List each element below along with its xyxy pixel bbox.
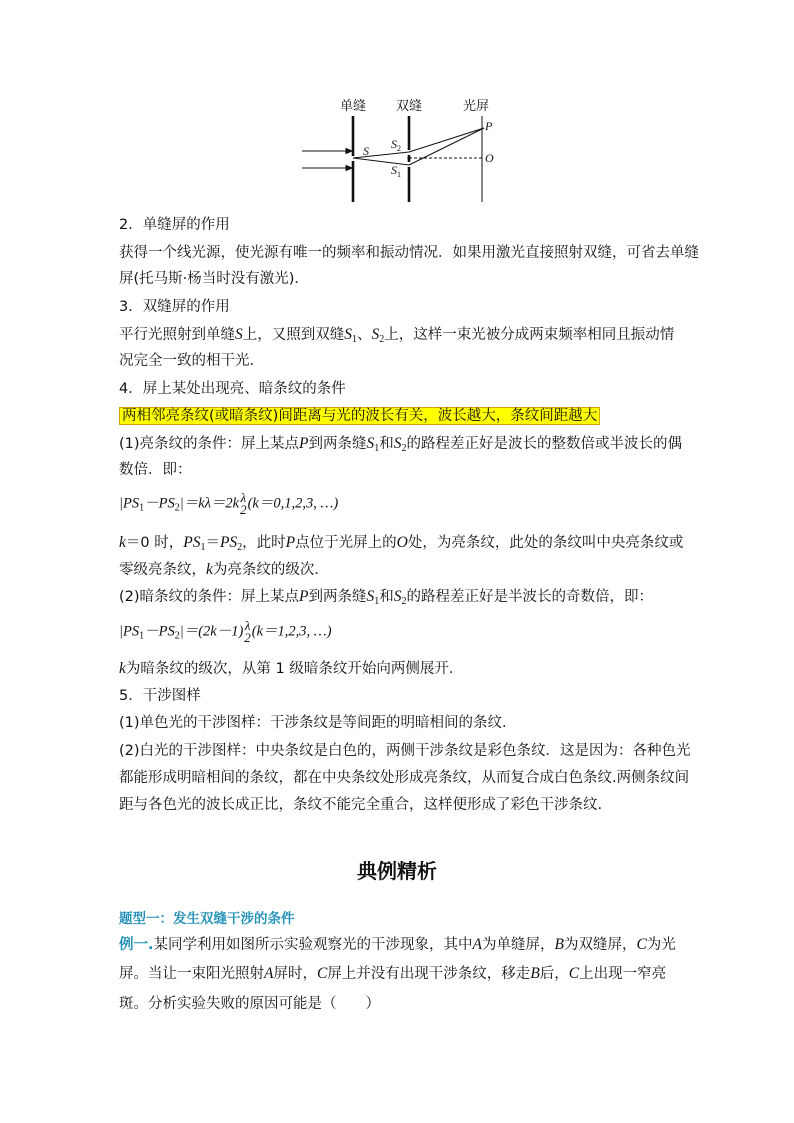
- label-single-slit: 单缝: [340, 99, 367, 114]
- section-3-line-2: 况完全一致的相干光．: [119, 353, 264, 369]
- section-3-heading: 3．双缝屏的作用: [119, 299, 230, 315]
- example-label: 例一.: [119, 937, 154, 953]
- section-2-line-1: 获得一个线光源，使光源有唯一的频率和振动情况．如果用激光直接照射双缝，可省去单缝: [119, 245, 699, 261]
- dark-fringe-formula: $|PS_1-PS_2|=(2k-1)$ λ 2 (k＝1,2,3, …): [119, 618, 332, 645]
- lambda-over-two: λ 2: [240, 490, 247, 517]
- incident-arrowhead-upper: [346, 149, 352, 154]
- ray-s1-to-p: [409, 128, 484, 165]
- example-line-2: 屏。当让一束阳光照射A屏时，C屏上并没有出现干涉条纹，移走B后，C上出现一窄亮: [119, 965, 667, 982]
- question-type-heading: 题型一：发生双缝干涉的条件: [119, 911, 295, 927]
- label-screen: 光屏: [463, 99, 490, 114]
- white-light-line-1: (2)白光的干涉图样：中央条纹是白色的，两侧干涉条纹是彩色条纹．这是因为：各种色光: [119, 743, 691, 759]
- label-s: S: [363, 144, 369, 158]
- section-4-highlight-line: [119, 405, 679, 427]
- highlighted-key-point: 两相邻亮条纹(或暗条纹)间距离与光的波长有关，波长越大，条纹间距越大: [119, 407, 600, 425]
- example-line-1: 例一.某同学利用如图所示实验观察光的干涉现象，其中A为单缝屏，B为双缝屏，C为光: [119, 936, 676, 953]
- incident-arrowhead-lower: [346, 166, 352, 171]
- examples-title: 典例精析: [357, 859, 437, 883]
- bright-fringe-line-2: 数倍．即：: [119, 462, 192, 478]
- k-zero-line-1: k＝0 时，$PS_1=PS_2$，此时P点位于光屏上的O处，为亮条纹，此处的条纹叫中央亮条纹或: [119, 534, 684, 553]
- dark-fringe-line-1: (2)暗条纹的条件：屏上某点P到两条缝$S_1$和$S_2$的路程差正好是半波长的奇数倍，即：: [119, 588, 654, 607]
- monochromatic-pattern-line: (1)单色光的干涉图样：干涉条纹是等间距的明暗相间的条纹．: [119, 715, 517, 731]
- bright-fringe-line-1: (1)亮条纹的条件：屏上某点P到两条缝$S_1$和$S_2$的路程差正好是波长的整数倍或半波长的偶: [119, 435, 683, 454]
- white-light-line-3: 距与各色光的波长成正比，条纹不能完全重合，这样便形成了彩色干涉条纹.: [119, 797, 603, 813]
- bright-fringe-formula: $|PS_1-PS_2|=k\lambda=2k$ λ 2 (k＝0,1,2,3, …): [119, 490, 339, 517]
- label-p: P: [485, 119, 493, 133]
- section-4-heading: 4．屏上某处出现亮、暗条纹的条件: [119, 381, 346, 397]
- example-line-3: 斑。分析实验失败的原因可能是（ ）: [119, 996, 380, 1012]
- lambda-over-two: λ 2: [244, 618, 251, 645]
- ray-s-to-s1: [353, 158, 409, 165]
- section-2-heading: 2．单缝屏的作用: [119, 217, 230, 233]
- section-2-line-2: 屏(托马斯·杨当时没有激光)．: [119, 271, 309, 287]
- double-slit-figure-svg: [290, 92, 510, 210]
- center-point: [407, 156, 410, 159]
- ray-s2-to-p: [409, 128, 484, 152]
- label-o: O: [485, 151, 494, 165]
- section-3-line-1: 平行光照射到单缝S上，又照到双缝$S_1$、$S_2$上，这样一束光被分成两束频率相同且振动情: [119, 326, 675, 345]
- section-5-heading: 5．干涉图样: [119, 688, 201, 704]
- label-s1: $S_1$: [391, 163, 401, 179]
- k-zero-line-2: 零级亮条纹，k为亮条纹的级次．: [119, 561, 329, 578]
- white-light-line-2: 都能形成明暗相间的条纹，都在中央条纹处形成亮条纹，从而复合成白色条纹.两侧条纹间: [119, 770, 690, 786]
- double-slit-diagram: [290, 92, 510, 210]
- dark-fringe-order-note: k为暗条纹的级次，从第 1 级暗条纹开始向两侧展开．: [119, 660, 464, 677]
- label-s2: $S_2$: [391, 137, 401, 153]
- label-double-slit: 双缝: [396, 99, 423, 114]
